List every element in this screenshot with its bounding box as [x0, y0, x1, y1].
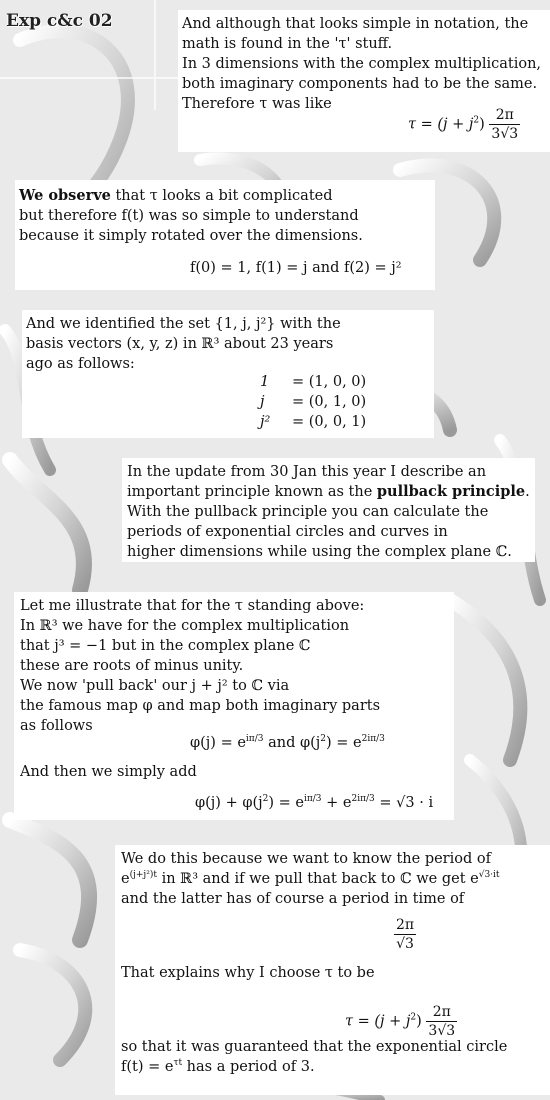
tau-choice-equation: $\tau = (j + j^2)$ $\frac{2\pi}{3√3}$ [345, 1004, 456, 1039]
basis-table [260, 372, 366, 432]
tau-equation: $\tau = (j + j^2)$ $\frac{2\pi}{3√3}$ [408, 107, 519, 142]
basis-line: ago as follows: [26, 356, 135, 372]
period-line: and the latter has of course a period in time of [121, 891, 465, 907]
period-line: That explains why I choose τ to be [121, 965, 375, 981]
observe-line: because it simply rotated over the dimensions. [19, 228, 363, 244]
basis-line: And we identified the set {1, j, j²} with the [26, 316, 341, 332]
observe-line: but therefore f(t) was so simple to understand [19, 208, 359, 224]
illustration-line: that j³ = −1 but in the complex plane ℂ [20, 638, 311, 654]
illustration-line: We now 'pull back' our j + j² to ℂ via [20, 678, 290, 694]
tau-fraction: $\frac{2\pi}{3√3}$ [491, 107, 519, 142]
illustration-line: as follows [20, 718, 93, 734]
intro-line: Therefore τ was like [182, 96, 332, 112]
pullback-principle-bold: pullback principle [376, 483, 526, 500]
intro-line: both imaginary components had to be the same. [182, 76, 538, 92]
pullback-line: periods of exponential circles and curves in [127, 524, 448, 540]
pullback-line: In the update from 30 Jan this year I describe an [127, 464, 487, 480]
basis-line: basis vectors (x, y, z) in ℝ³ about 23 years [26, 336, 334, 352]
pullback-line: With the pullback principle you can calculate the [127, 504, 489, 520]
period-line: so that it was guaranteed that the exponential circle [121, 1039, 508, 1055]
pullback-paragraph-panel: In the update from 30 Jan this year I describe an important principle known as the pullback principle. With the pullback principle you can calculate the periods of exponential circles and curves in higher dimensions while using the complex plane ℂ. [122, 458, 535, 562]
intro-line: math is found in the 'τ' stuff. [182, 36, 393, 52]
illustration-line: these are roots of minus unity. [20, 658, 244, 674]
illustration-line: And then we simply add [20, 764, 197, 780]
illustration-line: the famous map φ and map both imaginary parts [20, 698, 381, 714]
page-title: Exp c&c 02 [6, 11, 113, 31]
period-paragraph-panel: We do this because we want to know the period of $e^{(j+j^2)t}$ in ℝ³ and if we pull that back to ℂ we get $e^{√3\cdot it}$ and the latter has of course a period in time of That explains why I choose τ to be so that it was guaranteed that the exponential circle $f(t) = e^{\tau t}$ has a period of 3. [115, 845, 550, 1095]
phi-map-equation: $\varphi(j) = e^{i\pi/3}$ and $\varphi(j^2) = e^{2i\pi/3}$ [190, 734, 385, 751]
basis-paragraph-panel [22, 310, 434, 438]
basis-row: j = (0, 1, 0) [260, 394, 367, 410]
observe-paragraph-panel: We observe that τ looks a bit complicated but therefore f(t) was so simple to understand because it simply rotated over the dimensions. [15, 180, 435, 290]
illustration-paragraph-panel [14, 592, 454, 820]
period-fraction: $\frac{2\pi}{√3}$ [396, 917, 415, 952]
intro-line: And although that looks simple in notation, the [182, 16, 529, 32]
rotation-equation: f(0) = 1, f(1) = j and f(2) = j² [190, 260, 402, 276]
illustration-line: In ℝ³ we have for the complex multiplication [20, 618, 350, 634]
phi-sum-equation: $\varphi(j) + \varphi(j^2) = e^{i\pi/3} + e^{2i\pi/3} = √3 \cdot i$ [195, 794, 434, 811]
intro-line: In 3 dimensions with the complex multiplication, [182, 56, 542, 72]
pullback-line: higher dimensions while using the complex plane ℂ. [127, 544, 512, 560]
illustration-line: Let me illustrate that for the τ standing above: [20, 598, 365, 614]
observe-bold-text: We observe [19, 187, 111, 204]
basis-row: j² = (0, 0, 1) [260, 414, 367, 430]
basis-row: 1 = (1, 0, 0) [260, 374, 367, 390]
period-line: We do this because we want to know the period of [121, 851, 491, 867]
